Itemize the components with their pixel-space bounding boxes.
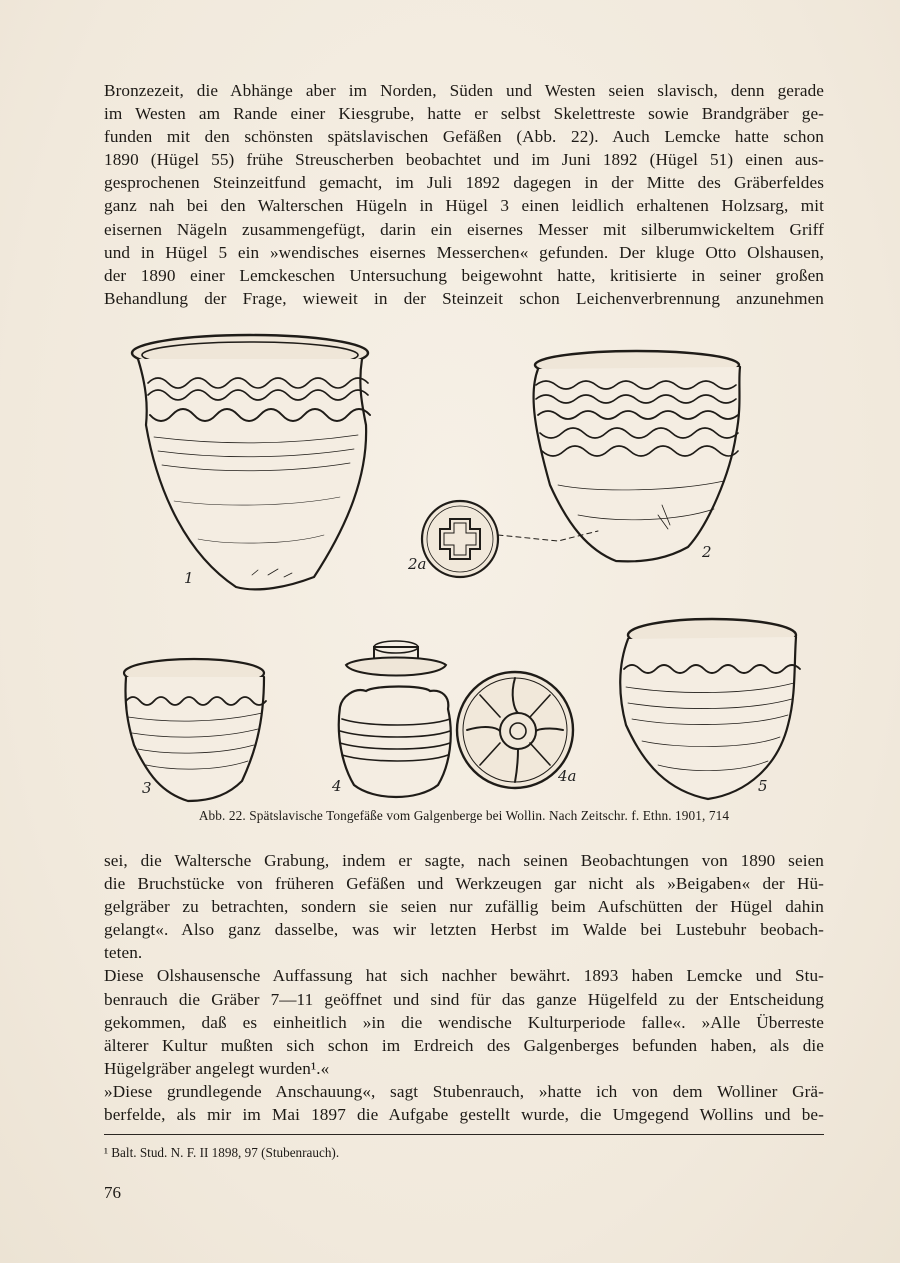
- label-stamp-2a: 2a: [408, 555, 427, 573]
- text-line: 1890 (Hügel 55) frühe Streuscherben beobachtet und im Juni 1892 (Hügel 51) einen aus-: [104, 150, 824, 170]
- text-line: Bronzezeit, die Abhänge aber im Norden, Süden und Westen seien slavisch, denn gerade: [104, 81, 824, 100]
- text-line: älterer Kultur mußten sich schon im Erdreich des Galgenberges befunden haben, als die: [104, 1035, 824, 1055]
- label-vessel-3: 3: [142, 779, 152, 797]
- text-line: der 1890 einer Lemckeschen Untersuchung beigewohnt hatte, kritisierte in seiner großen: [104, 265, 824, 285]
- figure-caption: Abb. 22. Spätslavische Tongefäße vom Galgenberge bei Wollin. Nach Zeitschr. f. Ethn. 1901, 714: [198, 808, 730, 823]
- text-line: gesprochenen Steinzeitfund gemacht, im Juli 1892 dagegen in der Mitte des Gräberfeldes: [104, 173, 824, 193]
- text-line: eisernen Nägeln zusammengefügt, darin ein eisernes Messer mit silberumwickeltem Griff: [104, 219, 824, 239]
- text-line: funden mit den schönsten spätslavischen Gefäßen (Abb. 22). Auch Lemcke hatte schon: [104, 127, 824, 147]
- page-number: 76: [104, 1183, 121, 1202]
- label-vessel-1: 1: [184, 569, 194, 587]
- text-line: die Bruchstücke von früheren Gefäßen und Werkzeugen gar nicht als »Beigaben« der Hü-: [104, 874, 824, 894]
- vessel-5-drawing: [620, 619, 800, 799]
- label-disc-4a: 4a: [558, 767, 577, 785]
- vessel-2-drawing: [534, 351, 740, 561]
- footnote: ¹ Balt. Stud. N. F. II 1898, 97 (Stubenrauch).: [104, 1145, 340, 1160]
- text-line: und in Hügel 5 ein »wendisches eisernes Messerchen« gefunden. Der kluge Otto Olshausen,: [104, 242, 824, 262]
- text-line: gekommen, daß es einheitlich »in die wendische Kulturperiode falle«. »Alle Überreste: [104, 1012, 824, 1032]
- body-text-bottom: [104, 849, 824, 1126]
- text-line: Hügelgräber angelegt wurden¹.«: [104, 1058, 330, 1078]
- pottery-illustration: [118, 325, 828, 805]
- text-line: benrauch die Gräber 7—11 geöffnet und sind für das ganze Hügelfeld zu der Entscheidung: [104, 989, 824, 1009]
- text-line: Behandlung der Frage, wieweit in der Steinzeit schon Leichenverbrennung anzunehmen: [104, 288, 824, 308]
- label-vessel-5: 5: [758, 777, 768, 795]
- text-line: sei, die Waltersche Grabung, indem er sagte, nach seinen Beobachtungen von 1890 seien: [104, 851, 824, 870]
- text-line: gelgräber zu betrachten, sondern sie seien nur zufällig beim Aufschütten der Hügel dahin: [104, 897, 824, 917]
- vessel-1-drawing: [132, 335, 370, 589]
- text-line: ganz nah bei den Walterschen Hügeln in Hügel 3 einen leidlich erhaltenen Holzsarg, mit: [104, 196, 824, 216]
- text-line: »Diese grundlegende Anschauung«, sagt Stubenrauch, »hatte ich von dem Wolliner Grä-: [104, 1081, 824, 1101]
- text-line: Diese Olshausensche Auffassung hat sich nachher bewährt. 1893 haben Lemcke und Stu-: [104, 966, 824, 986]
- body-text-top: [104, 79, 824, 310]
- vessel-4-drawing: [339, 641, 451, 797]
- text-line: gelangt«. Also ganz dasselbe, was wir letzten Herbst im Walde bei Lustebuhr beobach-: [104, 920, 824, 940]
- label-vessel-4: 4: [332, 777, 342, 795]
- footnote-divider: [104, 1134, 824, 1135]
- text-line: im Westen am Rande einer Kiesgrube, hatte er selbst Skelettreste sowie Brandgräber ge-: [104, 104, 824, 124]
- label-vessel-2: 2: [702, 543, 712, 561]
- text-line: berfelde, als mir im Mai 1897 die Aufgabe gestellt wurde, die Umgegend Wollins und be-: [104, 1105, 824, 1125]
- disc-4a-drawing: [457, 672, 573, 788]
- text-line: teten.: [104, 943, 143, 963]
- pottery-drawing: [118, 325, 828, 805]
